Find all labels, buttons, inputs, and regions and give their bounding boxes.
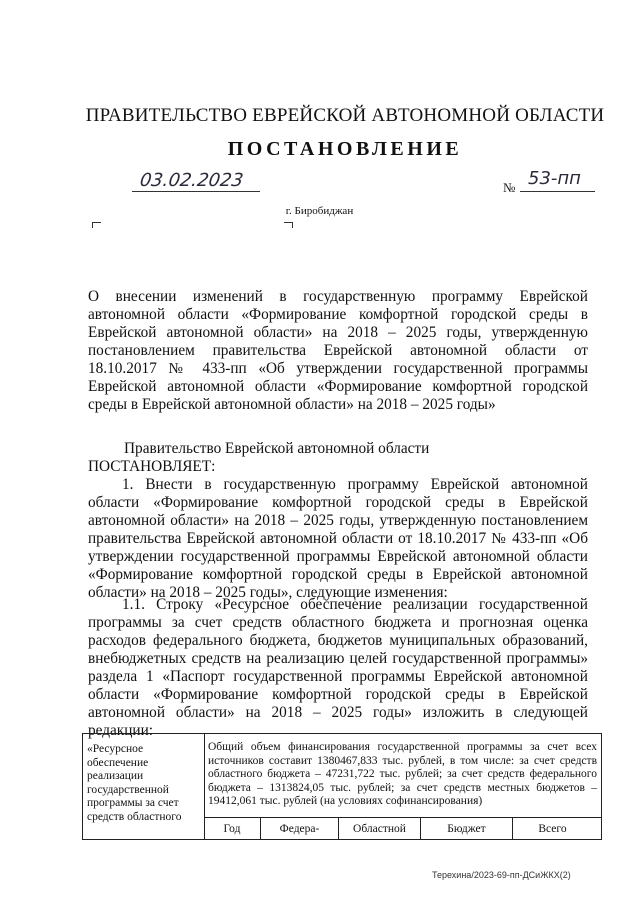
- table-row-label: «Ресурсное обеспечение реализации государственной программы за счет средств областного: [87, 743, 182, 823]
- table-funding-text: Общий объем финансирования государственной программы за счет всех источников составит 1380467,833 тыс. рублей, в том числе: за счет средств областного бюджета – 47231,722 тыс. рублей; за счет средств федерального бюджета – 1313824,05 тыс. рублей; за счет средств местных бюджетов – 19412,061 тыс. рублей (на условиях софинансирования): [208, 741, 597, 807]
- corner-mark-right: [284, 222, 293, 228]
- document-number: 53-пп: [528, 168, 581, 189]
- table-header-cell: Бюджет: [421, 818, 513, 840]
- table-header-cell: Всего: [538, 823, 567, 835]
- date-underline: [132, 191, 260, 192]
- document-type: ПОСТАНОВЛЕНИЕ: [227, 138, 463, 160]
- number-sign: №: [503, 180, 516, 195]
- city: г. Биробиджан: [285, 205, 354, 217]
- number-underline: [520, 191, 595, 192]
- table-header-cell: Областной: [339, 818, 421, 840]
- corner-mark-left: [92, 222, 101, 228]
- government-name: ПРАВИТЕЛЬСТВО ЕВРЕЙСКОЙ АВТОНОМНОЙ ОБЛАСТИ: [85, 105, 605, 126]
- table-header-cell: Год: [204, 818, 261, 840]
- document-subject: О внесении изменений в государственную программу Еврейской автономной области «Формирование комфортной городской среды в Еврейской автономной области» на 2018 – 2025 годы, утвержденную постановлением правительства Еврейской автономной области от 18.10.2017 № 433-пп «Об утверждении государственной программы Еврейской автономной области «Формирование комфортной городской среды в Еврейской автономной области» на 2018 – 2025 годы»: [88, 288, 588, 413]
- document-date: 03.02.2023: [138, 170, 245, 191]
- footer-reference: Терехина/2023-69-пп-ДСиЖКХ(2): [432, 870, 571, 880]
- funding-table: [82, 733, 602, 840]
- item-1: 1. Внести в государственную программу Еврейской автономной области «Формирование комфортной городской среды в Еврейской автономной области» на 2018 – 2025 годы, утвержденную постановлением правительства Еврейской автономной области от 18.10.2017 № 433-пп «Об утверждении государственной программы Еврейской автономной области «Формирование комфортной городской среды в Еврейской автономной области» на 2018 – 2025 годы», следующие изменения:: [88, 476, 588, 601]
- table-header-cell: Федера-: [261, 818, 339, 840]
- item-1-1: 1.1. Строку «Ресурсное обеспечение реализации государственной программы за счет средств областного бюджета и прогнозная оценка расходов федерального бюджета, бюджетов муниципальных образований, внебюджетных средств на реализацию целей государственной программы» раздела 1 «Паспорт государственной программы Еврейской автономной области «Формирование комфортной городской среды в Еврейской автономной области» на 2018 – 2025 годы» изложить в следующей редакции:: [88, 596, 588, 739]
- table-header-row: [204, 818, 601, 840]
- resolves-heading: ПОСТАНОВЛЯЕТ:: [88, 458, 216, 475]
- resolves-line: Правительство Еврейской автономной области: [124, 440, 430, 457]
